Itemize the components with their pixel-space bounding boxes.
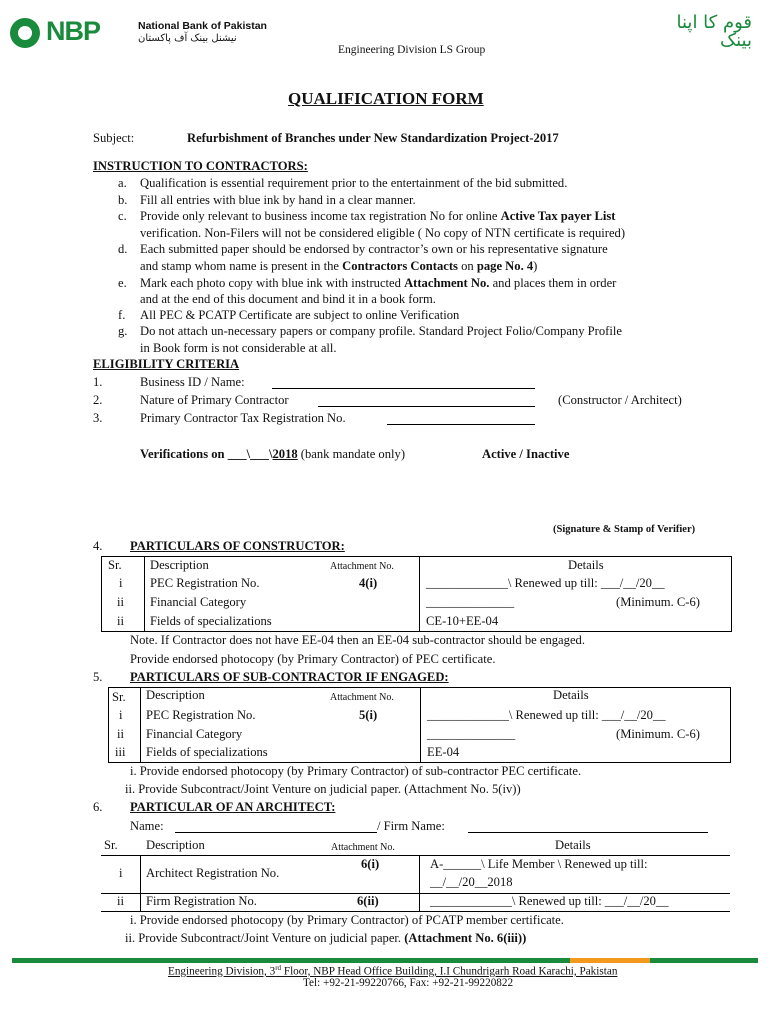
architect-name-label: Name: <box>130 819 164 833</box>
slogan-urdu <box>677 14 752 50</box>
verifier-signature-label: (Signature & Stamp of Verifier) <box>553 524 696 535</box>
table-cell: ii <box>117 894 124 908</box>
eligibility-number: 3. <box>93 411 103 425</box>
instruction-marker: b. <box>118 193 128 207</box>
section-number: 4. <box>93 539 103 553</box>
instruction-marker: e. <box>118 276 127 290</box>
table-cell: Firm Registration No. <box>146 894 257 908</box>
footer-contact: Tel: +92-21-99220766, Fax: +92-21-99220822 <box>303 977 514 989</box>
footer-address: Engineering Division, 3rd Floor, NBP Head Office Building, I.I Chundrigarh Road Karachi, Pakistan <box>168 964 618 978</box>
col-header-sr: Sr. <box>104 838 118 852</box>
instruction-text: Qualification is essential requirement prior to the entertainment of the bid submitted. <box>140 176 568 190</box>
table-cell: Financial Category <box>146 727 243 741</box>
instruction-text: verification. Non-Filers will not be considered eligible ( No copy of NTN certificate is required) <box>140 226 626 240</box>
instruction-text: and at the end of this document and bind it in a book form. <box>140 292 436 306</box>
slogan-line-2: بینک <box>720 30 752 51</box>
logo-text: NBP <box>46 16 101 46</box>
table-cell: iii <box>115 745 126 759</box>
note-text: ii. Provide Subcontract/Joint Venture on judicial paper. (Attachment No. 5(iv)) <box>125 782 521 796</box>
table-cell: i <box>119 866 123 880</box>
col-header-details: Details <box>553 688 589 702</box>
nbp-logo <box>10 18 275 48</box>
contractor-type-options: (Constructor / Architect) <box>558 393 682 407</box>
table-cell: EE-04 <box>427 745 460 759</box>
bank-name-english: National Bank of Pakistan <box>138 20 267 32</box>
table-cell: 5(i) <box>359 708 378 722</box>
eligibility-number: 1. <box>93 375 103 389</box>
col-header-description: Description <box>150 558 209 572</box>
table-cell: Fields of specializations <box>146 745 268 759</box>
eligibility-number: 2. <box>93 393 103 407</box>
instruction-marker: c. <box>118 209 127 223</box>
eligibility-heading: ELIGIBILITY CRITERIA <box>93 357 240 371</box>
business-id-field[interactable] <box>272 388 535 389</box>
section-heading: PARTICULAR OF AN ARCHITECT: <box>130 800 336 814</box>
tax-registration-field[interactable] <box>387 424 535 425</box>
bank-name-urdu: نیشنل بینک آف پاکستان <box>138 33 237 44</box>
instruction-marker: f. <box>118 308 126 322</box>
table-cell: (Minimum. C-6) <box>616 595 700 609</box>
pec-renewal-field[interactable]: _____________\ Renewed up till: ___/__/20__ <box>426 576 665 590</box>
instruction-text: in Book form is not considerable at all. <box>140 341 337 355</box>
section-heading: PARTICULARS OF CONSTRUCTOR: <box>130 539 345 553</box>
business-id-label: Business ID / Name: <box>140 375 245 389</box>
firm-name-field[interactable] <box>468 832 708 833</box>
page-title: QUALIFICATION FORM <box>288 89 484 108</box>
slogan-line-1: قوم کا اپنا <box>676 12 752 33</box>
instruction-text: Mark each photo copy with blue ink with instructed Attachment No. and places them in order <box>140 276 617 290</box>
table-cell: ii <box>117 614 124 628</box>
table-cell: 4(i) <box>359 576 378 590</box>
sub-pec-renewal-field[interactable]: _____________\ Renewed up till: ___/__/20__ <box>427 708 666 722</box>
instruction-text: and stamp whom name is present in the Contractors Contacts on page No. 4) <box>140 259 538 273</box>
footer-bar-green <box>12 958 570 963</box>
footer-bar-orange <box>570 958 650 963</box>
col-header-details: Details <box>555 838 591 852</box>
col-header-sr: Sr. <box>108 558 122 572</box>
firm-registration-field[interactable]: _____________\ Renewed up till: ___/__/20__ <box>430 894 669 908</box>
instruction-text: Do not attach un-necessary papers or company profile. Standard Project Folio/Company Profile <box>140 324 622 338</box>
sub-financial-category-field[interactable]: ______________ <box>427 727 516 741</box>
division-label: Engineering Division LS Group <box>338 44 486 56</box>
instruction-text: Each submitted paper should be endorsed by contractor’s own or his representative signature <box>140 242 608 256</box>
architect-name-field[interactable] <box>175 832 377 833</box>
instruction-marker: g. <box>118 324 128 338</box>
instruction-text: Provide only relevant to business income tax registration No for online Active Tax payer List <box>140 209 616 223</box>
tax-registration-label: Primary Contractor Tax Registration No. <box>140 411 346 425</box>
instruction-text: All PEC & PCATP Certificate are subject to online Verification <box>140 308 460 322</box>
table-cell: Fields of specializations <box>150 614 272 628</box>
note-text: ii. Provide Subcontract/Joint Venture on judicial paper. (Attachment No. 6(iii)) <box>125 931 527 945</box>
table-cell: i <box>119 576 123 590</box>
col-header-attachment: Attachment No. <box>330 692 394 703</box>
section-number: 6. <box>93 800 103 814</box>
table-cell: (Minimum. C-6) <box>616 727 700 741</box>
table-cell: Architect Registration No. <box>146 866 280 880</box>
section-heading: PARTICULARS OF SUB-CONTRACTOR IF ENGAGED: <box>130 670 449 684</box>
firm-name-label: / Firm Name: <box>377 819 445 833</box>
table-cell: Financial Category <box>150 595 247 609</box>
section-number: 5. <box>93 670 103 684</box>
col-header-attachment: Attachment No. <box>331 842 395 853</box>
instructions-heading: INSTRUCTION TO CONTRACTORS: <box>93 159 308 173</box>
col-header-details: Details <box>568 558 604 572</box>
subject-label: Subject: <box>93 131 135 145</box>
nature-contractor-label: Nature of Primary Contractor <box>140 393 289 407</box>
instruction-marker: a. <box>118 176 127 190</box>
nbp-emblem-icon <box>10 18 40 48</box>
architect-renewal-date[interactable]: __/__/20__2018 <box>430 875 513 889</box>
table-cell: PEC Registration No. <box>150 576 260 590</box>
col-header-description: Description <box>146 688 205 702</box>
note-text: i. Provide endorsed photocopy (by Primary Contractor) of PCATP member certificate. <box>130 913 564 927</box>
table-cell: 6(ii) <box>357 894 379 908</box>
note-text: i. Provide endorsed photocopy (by Primary Contractor) of sub-contractor PEC certificate. <box>130 764 582 778</box>
col-header-description: Description <box>146 838 205 852</box>
note-text: Provide endorsed photocopy (by Primary Contractor) of PEC certificate. <box>130 652 496 666</box>
verification-status[interactable]: Active / Inactive <box>482 447 570 461</box>
table-cell: 6(i) <box>361 857 380 871</box>
footer-bar-green-right <box>650 958 758 963</box>
table-cell: PEC Registration No. <box>146 708 256 722</box>
subject-value: Refurbishment of Branches under New Standardization Project-2017 <box>187 131 559 145</box>
table-cell: i <box>119 708 123 722</box>
instruction-text: Fill all entries with blue ink by hand in a clear manner. <box>140 193 416 207</box>
nature-contractor-field[interactable] <box>318 406 535 407</box>
architect-registration-field[interactable]: A-______\ Life Member \ Renewed up till: <box>430 857 648 871</box>
col-header-attachment: Attachment No. <box>330 561 394 572</box>
note-text: Note. If Contractor does not have EE-04 then an EE-04 sub-contractor should be engaged. <box>130 633 585 647</box>
table-cell: CE-10+EE-04 <box>426 614 499 628</box>
col-header-sr: Sr. <box>112 690 126 704</box>
table-cell: ii <box>117 727 124 741</box>
table-cell: ii <box>117 595 124 609</box>
verification-line: Verifications on ___\___\2018 (bank mandate only) <box>140 447 406 461</box>
instruction-marker: d. <box>118 242 128 256</box>
financial-category-field[interactable]: ______________ <box>426 595 515 609</box>
